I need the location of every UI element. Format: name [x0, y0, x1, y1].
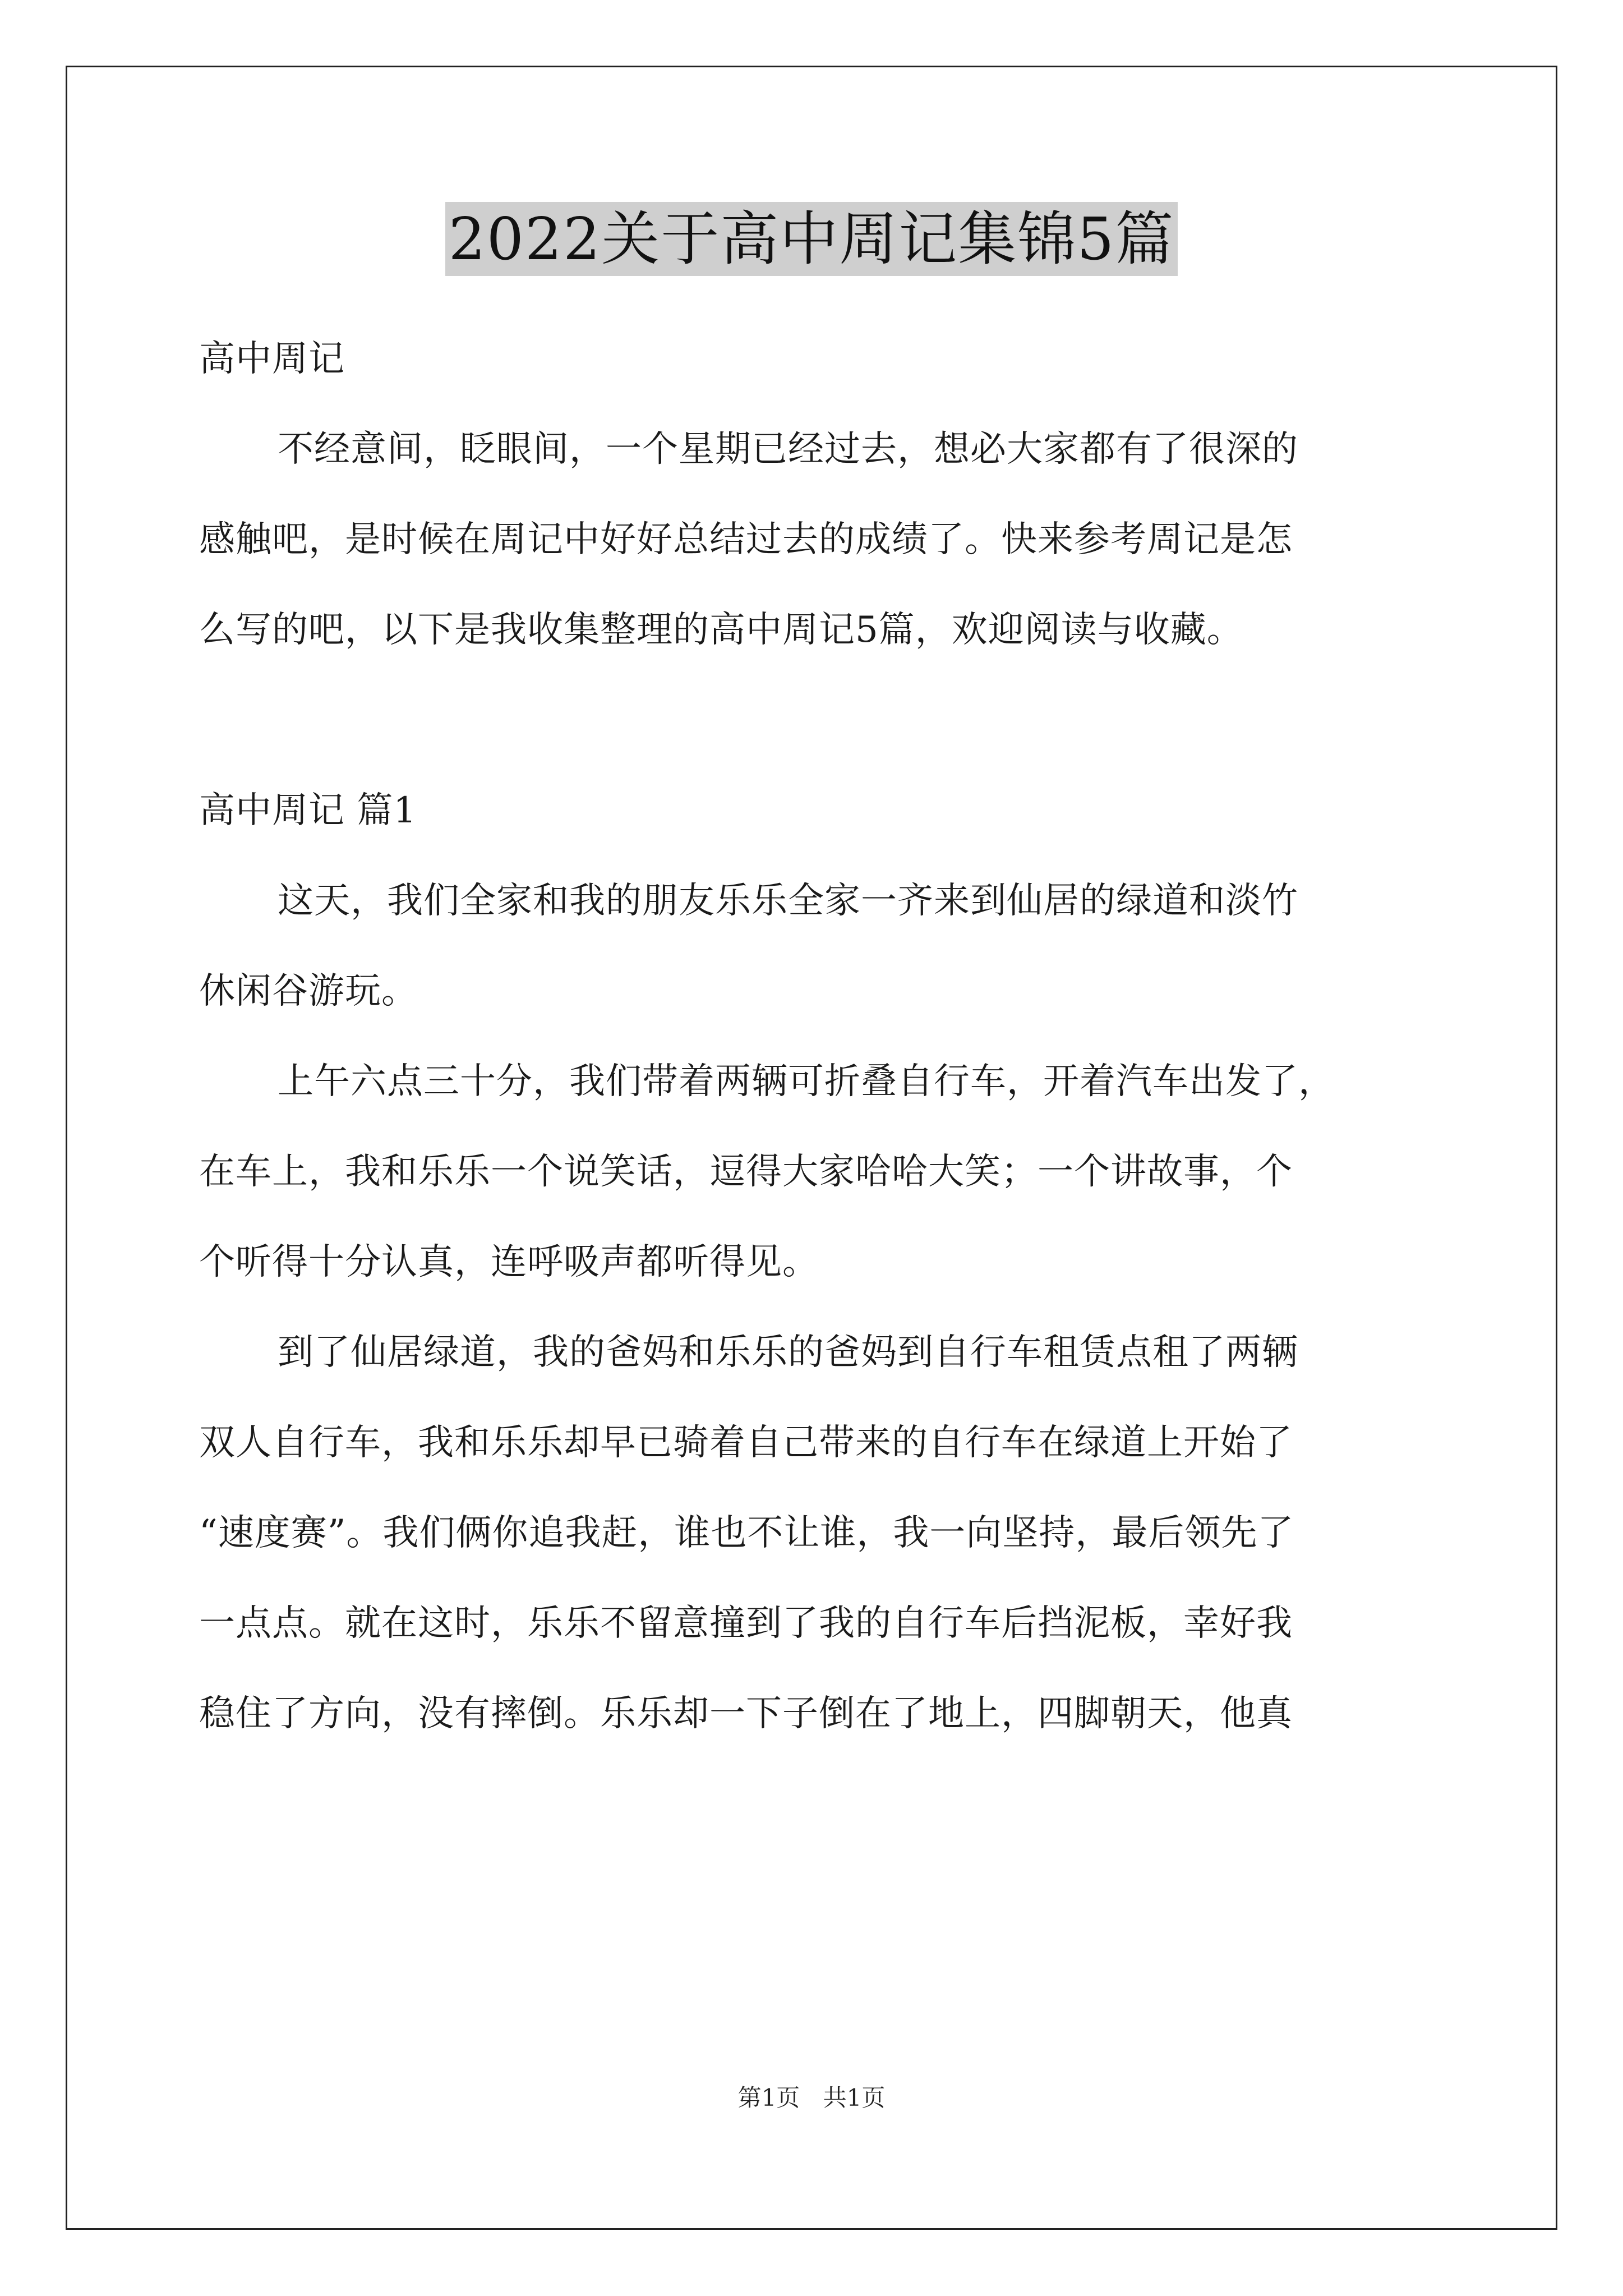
spacer [199, 675, 1427, 766]
intro-line: 不经意间，眨眼间，一个星期已经过去，想必大家都有了很深的 [278, 429, 1298, 470]
paragraph-line: 一点点。就在这时，乐乐不留意撞到了我的自行车后挡泥板，幸好我 [199, 1603, 1293, 1644]
paragraph-line: 个听得十分认真，连呼吸声都听得见。 [199, 1241, 819, 1283]
intro-line: 感触吧，是时候在周记中好好总结过去的成绩了。快来参考周记是怎 [199, 519, 1293, 560]
paragraph-line: 休闲谷游玩。 [199, 970, 418, 1012]
paragraph-line: 在车上，我和乐乐一个说笑话，逗得大家哈哈大笑；一个讲故事，个 [199, 1151, 1293, 1193]
paragraph-line: “速度赛”。我们俩你追我赶，谁也不让谁，我一向坚持，最后领先了 [199, 1512, 1294, 1554]
intro-line: 么写的吧，以下是我收集整理的高中周记5篇，欢迎阅读与收藏。 [199, 609, 1243, 651]
intro-heading: 高中周记 [199, 338, 345, 380]
document-body [199, 314, 1427, 1759]
section-heading: 高中周记 篇1 [199, 790, 417, 831]
paragraph-line: 到了仙居绿道，我的爸妈和乐乐的爸妈到自行车租赁点租了两辆 [278, 1332, 1298, 1373]
document-title: 2022关于高中周记集锦5篇 [445, 202, 1178, 276]
page-total: 共1页 [823, 2084, 886, 2111]
page-footer [0, 2081, 1623, 2115]
page-number: 第1页 [737, 2084, 800, 2111]
title-container [0, 202, 1623, 276]
paragraph-line: 稳住了方向，没有摔倒。乐乐却一下子倒在了地上，四脚朝天，他真 [199, 1693, 1293, 1734]
paragraph-line: 这天，我们全家和我的朋友乐乐全家一齐来到仙居的绿道和淡竹 [278, 880, 1298, 922]
paragraph-line: 双人自行车，我和乐乐却早已骑着自己带来的自行车在绿道上开始了 [199, 1422, 1293, 1464]
paragraph-line: 上午六点三十分，我们带着两辆可折叠自行车，开着汽车出发了， [278, 1061, 1335, 1102]
